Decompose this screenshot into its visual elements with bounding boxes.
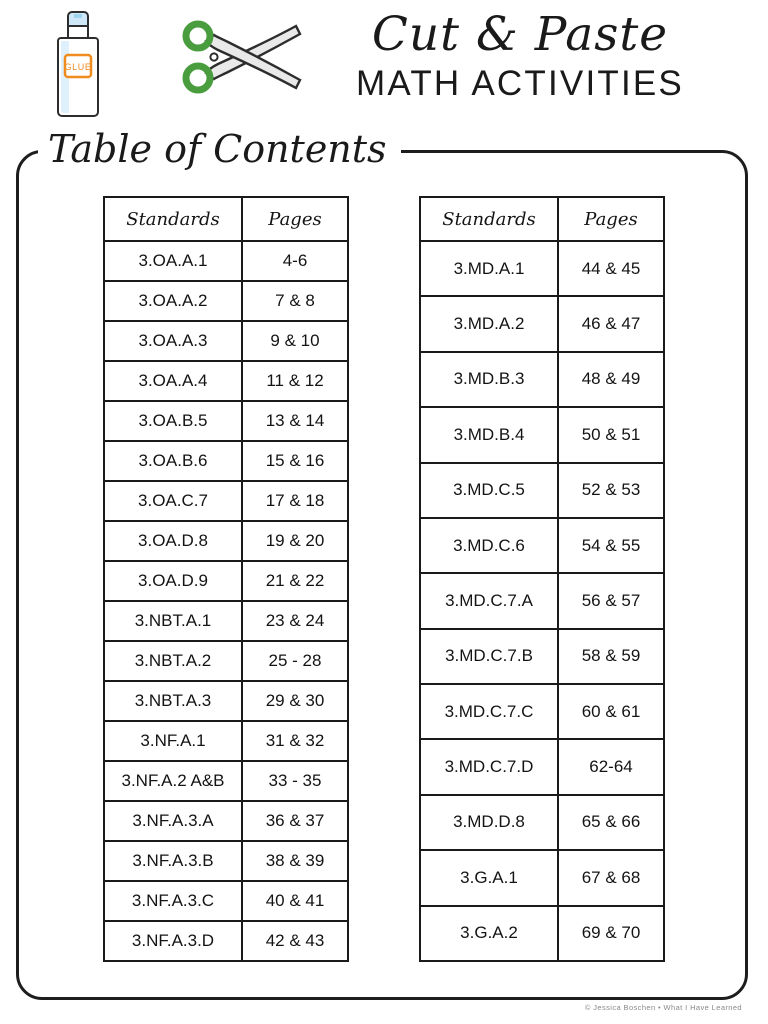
cell-pages: 9 & 10 [242, 321, 348, 361]
cell-pages: 15 & 16 [242, 441, 348, 481]
cell-standard: 3.OA.D.9 [104, 561, 242, 601]
cell-standard: 3.OA.A.3 [104, 321, 242, 361]
table-row [420, 407, 664, 462]
cell-standard: 3.NF.A.2 A&B [104, 761, 242, 801]
table-row [420, 573, 664, 628]
cell-pages: 56 & 57 [558, 573, 664, 628]
cell-standard: 3.MD.B.4 [420, 407, 558, 462]
table-row [104, 801, 348, 841]
toc-right-body [420, 241, 664, 961]
table-row [104, 881, 348, 921]
cell-pages: 62-64 [558, 739, 664, 794]
table-row [104, 481, 348, 521]
cell-pages: 54 & 55 [558, 518, 664, 573]
cell-pages: 48 & 49 [558, 352, 664, 407]
cell-standard: 3.MD.C.6 [420, 518, 558, 573]
table-row [420, 352, 664, 407]
cell-pages: 4-6 [242, 241, 348, 281]
cell-standard: 3.MD.B.3 [420, 352, 558, 407]
cell-standard: 3.MD.C.7.B [420, 629, 558, 684]
cell-pages: 58 & 59 [558, 629, 664, 684]
cell-standard: 3.NF.A.1 [104, 721, 242, 761]
table-row [104, 921, 348, 961]
cell-pages: 19 & 20 [242, 521, 348, 561]
cell-standard: 3.G.A.2 [420, 906, 558, 962]
cell-standard: 3.MD.C.7.C [420, 684, 558, 739]
cell-pages: 38 & 39 [242, 841, 348, 881]
table-row [104, 441, 348, 481]
cell-pages: 29 & 30 [242, 681, 348, 721]
cell-pages: 25 - 28 [242, 641, 348, 681]
table-row [104, 401, 348, 441]
cell-pages: 17 & 18 [242, 481, 348, 521]
cell-pages: 50 & 51 [558, 407, 664, 462]
table-row [104, 841, 348, 881]
glue-bottle-icon [48, 8, 108, 120]
cell-pages: 21 & 22 [242, 561, 348, 601]
cell-standard: 3.MD.A.2 [420, 296, 558, 351]
cell-pages: 40 & 41 [242, 881, 348, 921]
page-title: Cut & Paste [371, 7, 669, 62]
table-row [420, 463, 664, 518]
table-row [104, 361, 348, 401]
column-header-standards: Standards [420, 197, 558, 241]
table-row [420, 629, 664, 684]
table-row [420, 795, 664, 850]
table-row [104, 721, 348, 761]
toc-heading: Table of Contents [38, 118, 401, 180]
cell-pages: 11 & 12 [242, 361, 348, 401]
cell-pages: 36 & 37 [242, 801, 348, 841]
toc-table-right [419, 196, 665, 962]
svg-text:GLUE: GLUE [64, 62, 92, 72]
table-row [104, 281, 348, 321]
footer-credit: © Jessica Boschen • What I Have Learned [584, 1003, 742, 1012]
toc-tables [0, 196, 768, 962]
table-row [420, 739, 664, 794]
cell-pages: 7 & 8 [242, 281, 348, 321]
column-header-standards: Standards [104, 197, 242, 241]
cell-standard: 3.OA.B.5 [104, 401, 242, 441]
column-header-pages: Pages [558, 197, 664, 241]
cell-standard: 3.MD.A.1 [420, 241, 558, 296]
cell-pages: 33 - 35 [242, 761, 348, 801]
cell-standard: 3.OA.A.2 [104, 281, 242, 321]
cell-pages: 31 & 32 [242, 721, 348, 761]
cell-standard: 3.MD.C.5 [420, 463, 558, 518]
table-row [420, 241, 664, 296]
table-row [104, 561, 348, 601]
cell-standard: 3.NBT.A.3 [104, 681, 242, 721]
table-row [104, 241, 348, 281]
cell-standard: 3.NBT.A.2 [104, 641, 242, 681]
cell-standard: 3.OA.A.4 [104, 361, 242, 401]
cell-standard: 3.MD.C.7.A [420, 573, 558, 628]
page-header [0, 0, 768, 130]
cell-standard: 3.G.A.1 [420, 850, 558, 905]
table-row [104, 761, 348, 801]
cell-standard: 3.NF.A.3.C [104, 881, 242, 921]
table-row [420, 850, 664, 905]
cell-standard: 3.NF.A.3.A [104, 801, 242, 841]
cell-pages: 42 & 43 [242, 921, 348, 961]
cell-pages: 69 & 70 [558, 906, 664, 962]
table-header-row [104, 197, 348, 241]
cell-standard: 3.MD.C.7.D [420, 739, 558, 794]
scissors-icon [178, 14, 306, 104]
cell-pages: 65 & 66 [558, 795, 664, 850]
toc-table-left [103, 196, 349, 962]
cell-standard: 3.OA.A.1 [104, 241, 242, 281]
cell-pages: 46 & 47 [558, 296, 664, 351]
cell-standard: 3.MD.D.8 [420, 795, 558, 850]
title-block [290, 8, 750, 104]
column-header-pages: Pages [242, 197, 348, 241]
cell-standard: 3.NF.A.3.D [104, 921, 242, 961]
cell-pages: 60 & 61 [558, 684, 664, 739]
cell-pages: 13 & 14 [242, 401, 348, 441]
page-subtitle: MATH ACTIVITIES [356, 64, 684, 103]
table-row [104, 521, 348, 561]
table-row [104, 641, 348, 681]
table-header-row [420, 197, 664, 241]
cell-pages: 44 & 45 [558, 241, 664, 296]
toc-left-body [104, 241, 348, 961]
cell-pages: 67 & 68 [558, 850, 664, 905]
table-row [104, 681, 348, 721]
table-row [420, 906, 664, 962]
table-row [420, 684, 664, 739]
cell-standard: 3.NF.A.3.B [104, 841, 242, 881]
cell-pages: 52 & 53 [558, 463, 664, 518]
cell-standard: 3.OA.C.7 [104, 481, 242, 521]
cell-standard: 3.NBT.A.1 [104, 601, 242, 641]
cell-standard: 3.OA.D.8 [104, 521, 242, 561]
table-row [104, 321, 348, 361]
cell-standard: 3.OA.B.6 [104, 441, 242, 481]
table-row [104, 601, 348, 641]
table-row [420, 296, 664, 351]
cell-pages: 23 & 24 [242, 601, 348, 641]
table-row [420, 518, 664, 573]
